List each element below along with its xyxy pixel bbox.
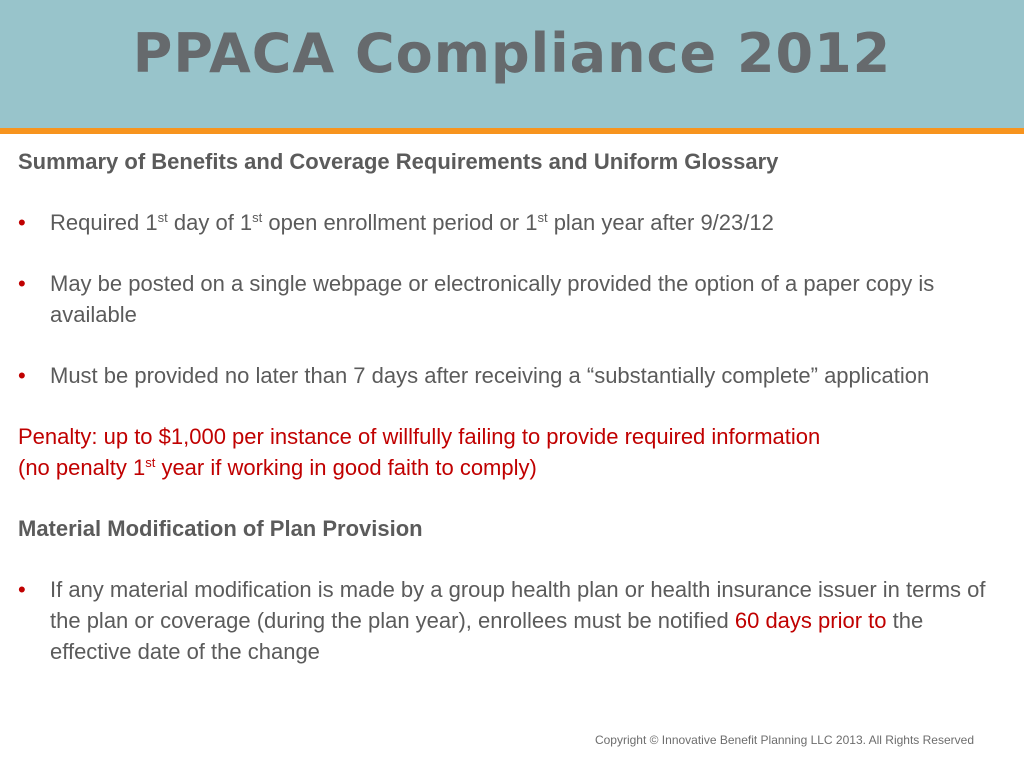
bullet-webpage-posting: • May be posted on a single webpage or electronically provided the option of a paper copy is available [18,268,988,330]
section-heading-material-modification: Material Modification of Plan Provision [18,516,423,541]
bullet-icon: • [18,577,26,602]
bullet-icon: • [18,271,26,296]
slide-body [18,146,988,667]
bullet-required-date: • Required 1st day of 1st open enrollment period or 1st plan year after 9/23/12 [18,207,988,238]
slide-title: PPACA Compliance 2012 [132,22,892,85]
bullet-material-modification: • If any material modification is made by a group health plan or health insurance issuer in terms of the plan or coverage (during the plan year), enrollees must be notified 60 days prior to the effective date of the change [18,574,988,667]
header-accent-rule [0,128,1024,134]
bullet-icon: • [18,363,26,388]
bullet-icon: • [18,210,26,235]
bullet-seven-days: • Must be provided no later than 7 days after receiving a “substantially complete” application [18,360,988,391]
notice-period-highlight: 60 days prior to [734,608,887,633]
section-heading-sbc: Summary of Benefits and Coverage Requirements and Uniform Glossary [18,149,779,174]
penalty-note: Penalty: up to $1,000 per instance of willfully failing to provide required information (no penalty 1st year if working in good faith to comply) [18,424,821,480]
copyright-footer: Copyright © Innovative Benefit Planning LLC 2013. All Rights Reserved [594,733,974,747]
